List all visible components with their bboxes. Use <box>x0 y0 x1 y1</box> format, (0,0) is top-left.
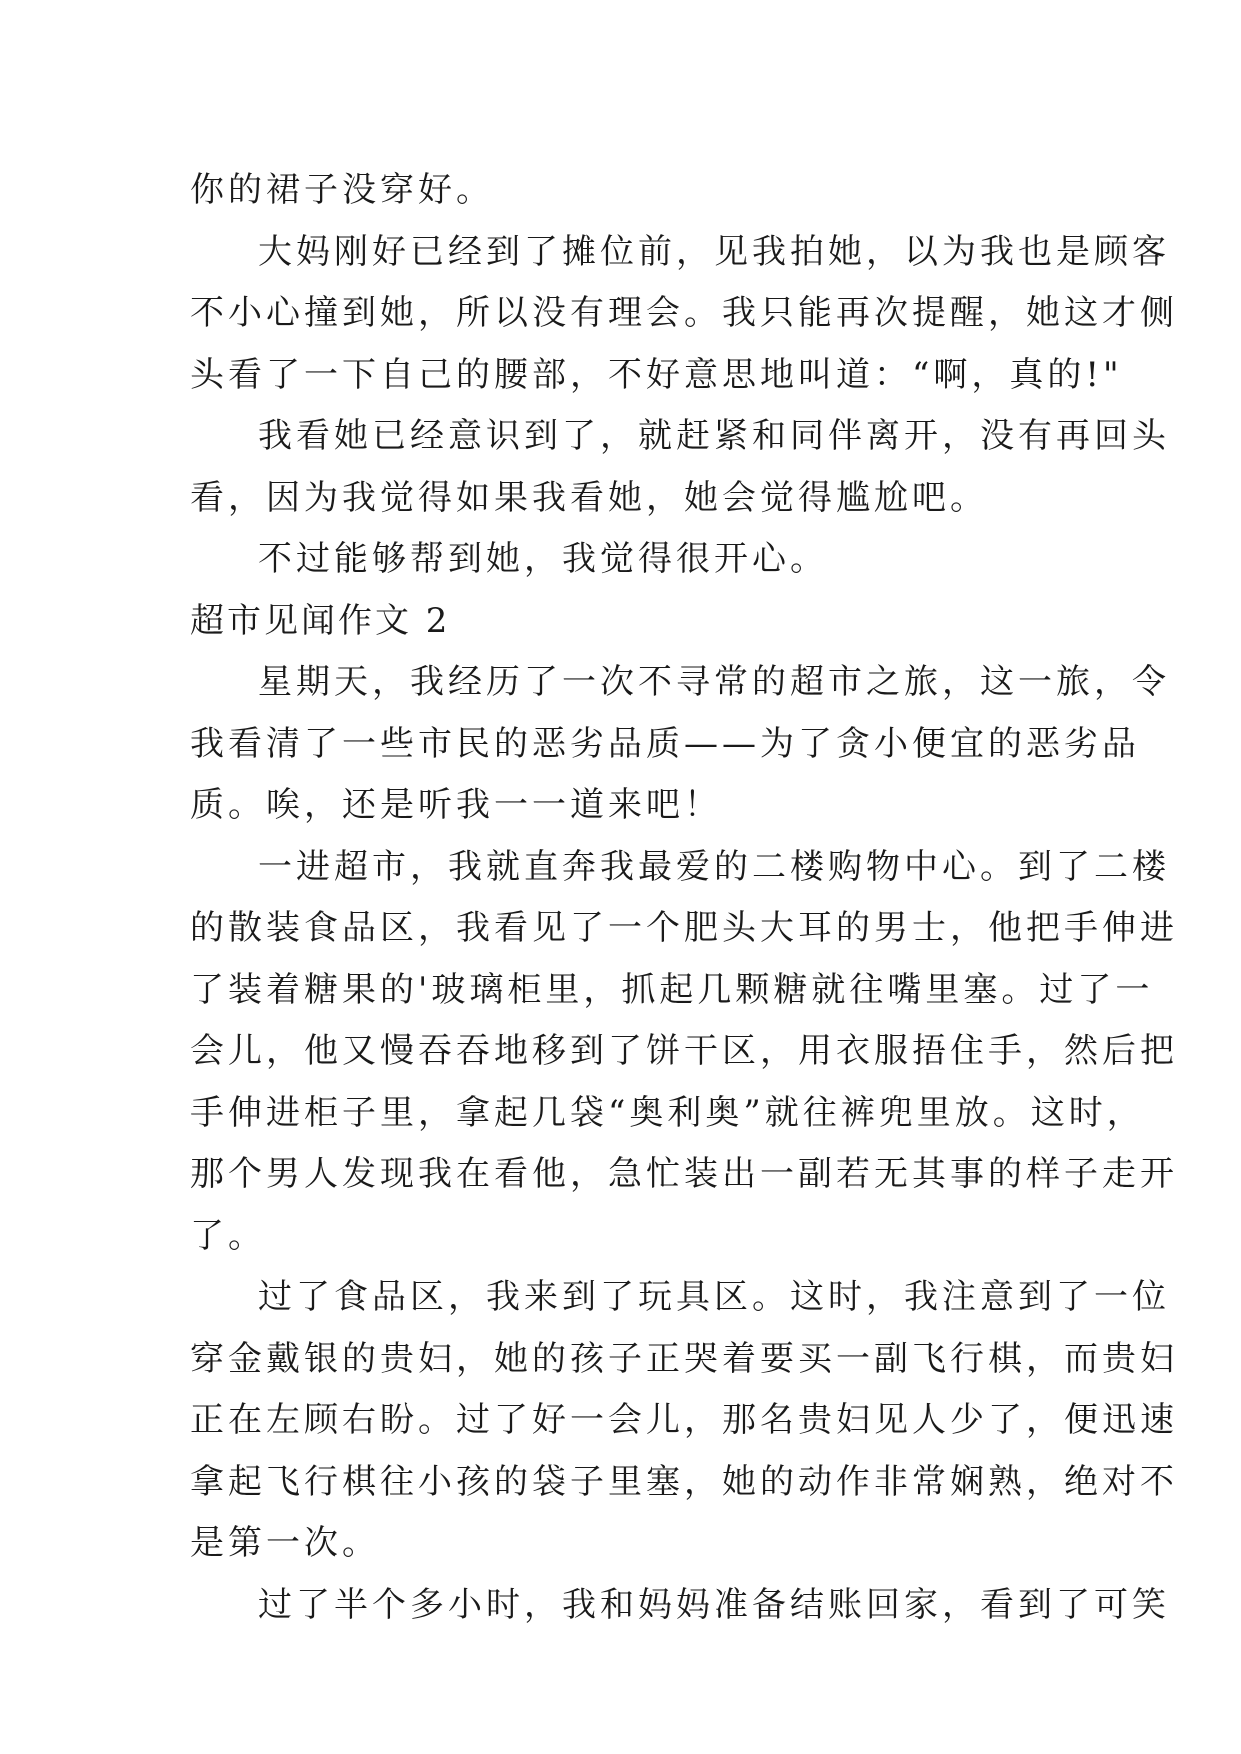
text-line: 手伸进柜子里，拿起几袋“奥利奥”就往裤兜里放。这时， <box>190 1092 1145 1133</box>
section-heading: 超市见闻作文 2 <box>190 600 451 641</box>
document-body <box>190 160 1178 1636</box>
text-line: 我看清了一些市民的恶劣品质——为了贪小便宜的恶劣品 <box>190 723 1140 764</box>
text-line: 的散装食品区，我看见了一个肥头大耳的男士，他把手伸进 <box>190 908 1178 948</box>
text-line: 过了食品区，我来到了玩具区。这时，我注意到了一位 <box>258 1277 1170 1317</box>
text-line: 看，因为我觉得如果我看她，她会觉得尴尬吧。 <box>190 477 988 518</box>
text-line: 是第一次。 <box>190 1523 380 1563</box>
text-line: 大妈刚好已经到了摊位前，见我拍她，以为我也是顾客 <box>258 231 1170 272</box>
text-line: 星期天，我经历了一次不寻常的超市之旅，这一旅，令 <box>258 662 1170 702</box>
text-line: 了装着糖果的'玻璃柜里，抓起几颗糖就往嘴里塞。过了一 <box>190 969 1154 1010</box>
text-line: 过了半个多小时，我和妈妈准备结账回家，看到了可笑 <box>258 1584 1170 1625</box>
text-line: 了。 <box>190 1215 266 1256</box>
text-line: 头看了一下自己的腰部，不好意思地叫道：“啊，真的!" <box>190 354 1123 395</box>
text-line: 拿起飞行棋往小孩的袋子里塞，她的动作非常娴熟，绝对不 <box>190 1461 1178 1502</box>
text-line: 穿金戴银的贵妇，她的孩子正哭着要买一副飞行棋，而贵妇 <box>190 1338 1178 1379</box>
text-line: 那个男人发现我在看他，急忙装出一副若无其事的样子走开 <box>190 1154 1178 1194</box>
text-line: 会儿，他又慢吞吞地移到了饼干区，用衣服捂住手，然后把 <box>190 1031 1178 1071</box>
text-line: 你的裙子没穿好。 <box>190 170 494 210</box>
text-line: 我看她已经意识到了，就赶紧和同伴离开，没有再回头 <box>258 416 1170 456</box>
text-line: 不小心撞到她，所以没有理会。我只能再次提醒，她这才侧 <box>190 293 1178 333</box>
text-line: 正在左顾右盼。过了好一会儿，那名贵妇见人少了，便迅速 <box>190 1400 1178 1440</box>
text-line: 一进超市，我就直奔我最爱的二楼购物中心。到了二楼 <box>258 846 1170 887</box>
text-line: 质。唉，还是听我一一道来吧！ <box>190 785 722 825</box>
text-line: 不过能够帮到她，我觉得很开心。 <box>258 539 828 579</box>
